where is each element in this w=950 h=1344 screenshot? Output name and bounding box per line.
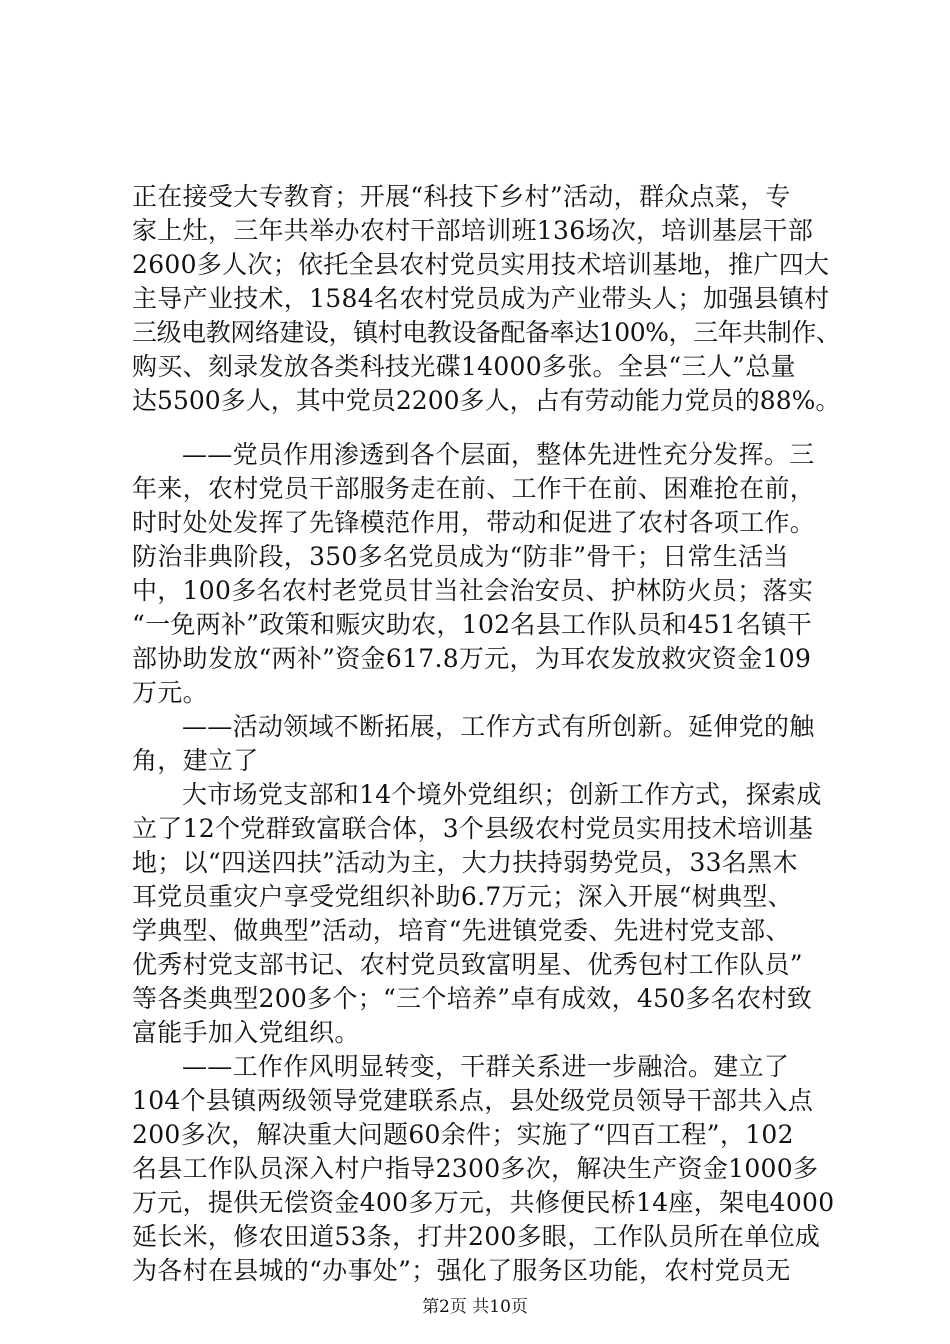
- text-line: 三级电教网络建设，镇村电教设备配备率达100%，三年共制作、: [132, 318, 841, 347]
- text-line: “一免两补”政策和赈灾助农，102名县工作队员和451名镇干: [132, 610, 812, 639]
- text-line: ——工作作风明显转变，干群关系进一步融洽。建立了: [182, 1052, 790, 1081]
- text-line: 大市场党支部和14个境外党组织；创新工作方式，探索成: [182, 780, 822, 809]
- text-line: 年来，农村党员干部服务走在前、工作干在前、困难抢在前，: [132, 474, 816, 503]
- text-line: ——党员作用渗透到各个层面，整体先进性充分发挥。三: [182, 440, 815, 469]
- text-line: 防治非典阶段，350多名党员成为“防非”骨干；日常生活当: [132, 542, 789, 571]
- text-line: 角，建立了: [132, 746, 259, 775]
- text-line: 主导产业技术，1584名农村党员成为产业带头人；加强县镇村: [132, 284, 830, 313]
- text-line: 购买、刻录发放各类科技光碟14000多张。全县“三人”总量: [132, 352, 796, 381]
- text-line: 200多次，解决重大问题60余件；实施了“四百工程”，102: [132, 1120, 794, 1149]
- text-line: 中，100多名农村老党员甘当社会治安员、护林防火员；落实: [132, 576, 814, 605]
- text-line: 时时处处发挥了先锋模范作用，带动和促进了农村各项工作。: [132, 508, 816, 537]
- text-line: 地；以“四送四扶”活动为主，大力扶持弱势党员，33名黑木: [132, 848, 798, 877]
- text-line: 达5500多人，其中党员2200多人，占有劳动能力党员的88%。: [132, 386, 841, 415]
- text-line: 2600多人次；依托全县农村党员实用技术培训基地，推广四大: [132, 250, 830, 279]
- text-line: ——活动领域不断拓展，工作方式有所创新。延伸党的触: [182, 712, 815, 741]
- text-line: 万元。: [132, 678, 208, 707]
- text-line: 等各类典型200多个；“三个培养”卓有成效，450多名农村致: [132, 984, 812, 1013]
- text-line: 家上灶，三年共举办农村干部培训班136场次，培训基层干部: [132, 216, 814, 245]
- text-line: 耳党员重灾户享受党组织补助6.7万元；深入开展“树典型、: [132, 882, 793, 911]
- text-line: 104个县镇两级领导党建联系点，县处级党员领导干部共入点: [132, 1086, 814, 1115]
- text-line: 富能手加入党组织。: [132, 1018, 360, 1047]
- page-footer: 第2页 共10页: [422, 1297, 528, 1317]
- text-line: 优秀村党支部书记、农村党员致富明星、优秀包村工作队员”: [132, 950, 803, 979]
- text-line: 延长米，修农田道53条，打井200多眼，工作队员所在单位成: [132, 1222, 821, 1251]
- text-line: 学典型、做典型”活动，培育“先进镇党委、先进村党支部、: [132, 916, 791, 945]
- text-line: 部协助发放“两补”资金617.8万元，为耳农发放救灾资金109: [132, 644, 812, 673]
- text-line: 为各村在县城的“办事处”；强化了服务区功能，农村党员无: [132, 1256, 791, 1285]
- text-line: 名县工作队员深入村户指导2300多次，解决生产资金1000多: [132, 1154, 819, 1183]
- text-line: 万元，提供无偿资金400多万元，共修便民桥14座，架电4000: [132, 1188, 835, 1217]
- text-line: 立了12个党群致富联合体，3个县级农村党员实用技术培训基: [132, 814, 814, 843]
- text-line: 正在接受大专教育；开展“科技下乡村”活动，群众点菜，专: [132, 182, 791, 211]
